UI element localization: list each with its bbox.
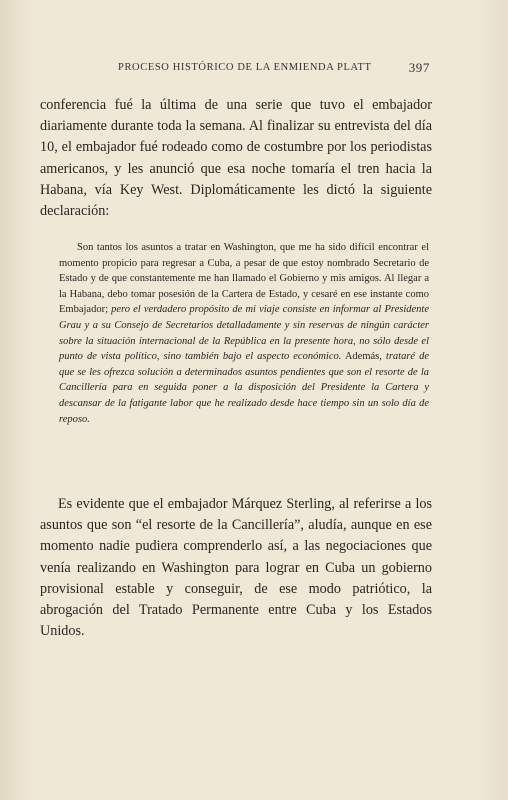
running-title: PROCESO HISTÓRICO DE LA ENMIENDA PLATT — [118, 62, 372, 73]
paragraph-2: Es evidente que el embajador Márquez Sterling, al referirse a los asuntos que son “el resorte de la Cancillería”, aludía, aunque en ese momento nadie pudiera comprenderlo así, a las negociaciones que venía realizando en Washington para lograr en Cuba un gobierno provisional estable y conseguir, de ese modo patriótico, la abrogación del Tratado Permanente entre Cuba y los Estados Unidos. — [40, 496, 432, 640]
quote-text-italic-1: pero el verdadero propósito de mi viaje consiste en informar al Presidente Grau y a su Consejo de Secretarios detalladamente y sin reservas de ningún carácter sobre la situación internacional de la República en la presente hora, no sólo desde el punto de vista político, sino también bajo el aspecto económico. — [59, 304, 430, 363]
quote-text-roman-1: Son tantos los asuntos a tratar en Washington, que me ha sido difícil encontrar el momento propicio para regresar a Cuba, a pesar de que estoy nombrado Secretario de Estado y de que constantemente me han llamado el Gobierno y mis amigos. Al llegar a la Habana, debo tomar posesión de la Cartera de Estado, y cesaré en ese instante como Embajador; — [59, 242, 429, 316]
quote-text-roman-2: Además, — [344, 351, 382, 363]
page-number: 397 — [408, 60, 430, 75]
paragraph-1: conferencia fué la última de una serie que tuvo el embajador diariamente durante toda la semana. Al finalizar su entrevista del día 10, el embajador fué rodeado como de costumbre por los periodistas americanos, y les anunció que esa noche tomaría el tren hacia la Habana, vía Key West. Diplomáticamente les dictó la siguiente declaración: — [40, 97, 432, 220]
quote-text-italic-2: trataré de que se les ofrezca solución a determinados asuntos pendientes que son el resorte de la Cancillería para en seguida poner a la disposición del Presidente la Cartera y descansar de la fatigante labor que he realizado desde hace tiempo sin un solo día de reposo. — [59, 351, 430, 425]
block-quote — [59, 240, 429, 427]
